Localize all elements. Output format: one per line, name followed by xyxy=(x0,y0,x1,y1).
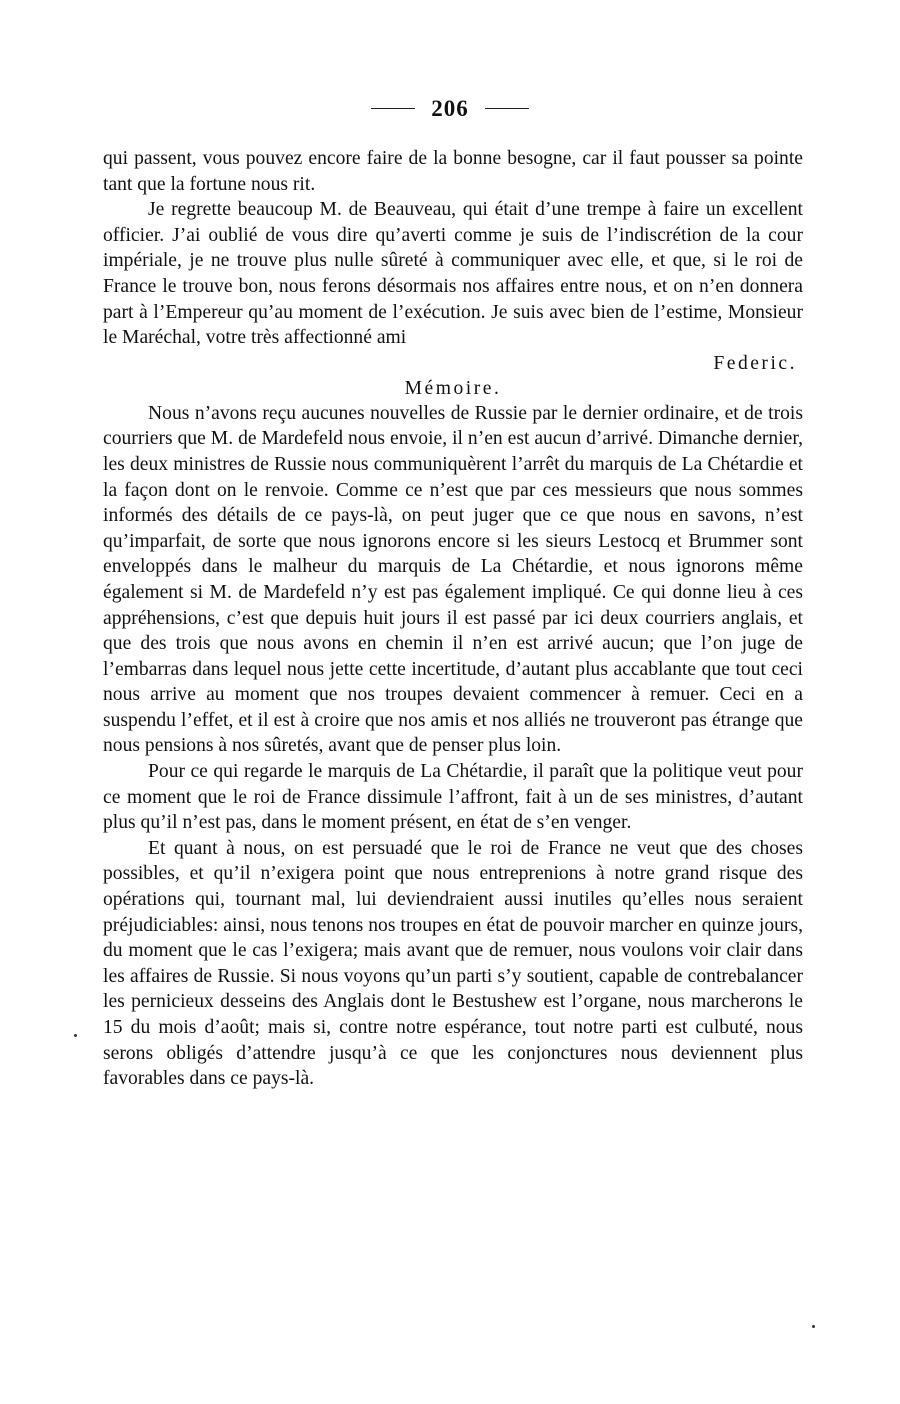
memoire-paragraph: Et quant à nous, on est persuadé que le roi de France ne veut que des choses possibles, et qu’il n’exigera point que nous entreprenions à notre grand risque des opérations qui, tournant mal, lui deviendraient aussi inutiles qu’elles nous seraient préjudiciables: ainsi, nous tenons nos troupes en état de pouvoir marcher en quinze jours, du moment que le cas l’exigera; mais avant que de remuer, nous voulons voir clair dans les affaires de Russie. Si nous voyons qu’un parti s’y soutient, capable de contrebalancer les pernicieux desseins des Anglais dont le Bestushew est l’organe, nous marcherons le 15 du mois d’août; mais si, contre notre espérance, tout notre parti est culbuté, nous serons obligés d’attendre jusqu’à ce que les conjonctures nous deviennent plus favorables dans ce pays-là. xyxy=(103,837,803,1090)
letter-paragraph-continued: qui passent, vous pouvez encore faire de la bonne besogne, car il faut pousser sa pointe tant que la fortune nous rit. xyxy=(103,148,803,195)
letter-paragraph-closing: Je regrette beaucoup M. de Beauveau, qui était d’une trempe à faire un excellent officier. J’ai oublié de vous dire qu’averti comme je suis de l’indiscrétion de la cour impériale, je ne trouve plus nulle sûreté à communiquer avec elle, et que, si le roi de France le trouve bon, nous ferons désormais nos affaires entre nous, et on n’en donnera part à l’Empereur qu’au moment de l’exécution. Je suis avec bien de l’estime, Monsieur le Maréchal, votre très affectionné ami xyxy=(103,199,803,349)
header-rule-left xyxy=(371,108,415,109)
header-rule-right xyxy=(485,108,529,109)
memoire-paragraph: Pour ce qui regarde le marquis de La Chétardie, il paraît que la politique veut pour ce moment que le roi de France dissimule l’affront, fait à un de ses ministres, d’autant plus qu’il n’est pas, dans le moment présent, en état de s’en venger. xyxy=(103,761,803,834)
letter-signature: Federic. xyxy=(713,352,797,374)
paper-speck xyxy=(74,1034,77,1037)
page-body xyxy=(103,146,803,1092)
page-header xyxy=(0,96,900,122)
page-number: 206 xyxy=(431,96,469,121)
paper-speck xyxy=(812,1325,815,1328)
memoire-paragraph: Nous n’avons reçu aucunes nouvelles de Russie par le dernier ordinaire, et de trois courriers que M. de Mardefeld nous envoie, il n’en est aucun d’arrivé. Dimanche dernier, les deux ministres de Russie nous communiquèrent l’arrêt du marquis de La Chétardie et la façon dont on le renvoie. Comme ce n’est que par ces messieurs que nous sommes informés des détails de ce pays-là, on peut juger que ce que nous en savons, n’est qu’imparfait, de sorte que nous ignorons encore si les sieurs Lestocq et Brummer sont enveloppés dans le malheur du marquis de La Chétardie, et nous ignorons même également si M. de Mardefeld n’y est pas également impliqué. Ce qui donne lieu à ces appréhensions, c’est que depuis huit jours il est passé par ici deux courriers anglais, et que des trois que nous avons en chemin il n’en est arrivé aucun; que l’on juge de l’embarras dans lequel nous jette cette incertitude, d’autant plus accablante que tout ceci nous arrive au moment que nos troupes devaient commencer à remuer. Ceci en a suspendu l’effet, et il est à croire que nos amis et nos alliés ne trouveront pas étrange que nous pensions à nos sûretés, avant que de penser plus loin. xyxy=(103,402,803,757)
section-title: Mémoire. xyxy=(404,377,502,399)
